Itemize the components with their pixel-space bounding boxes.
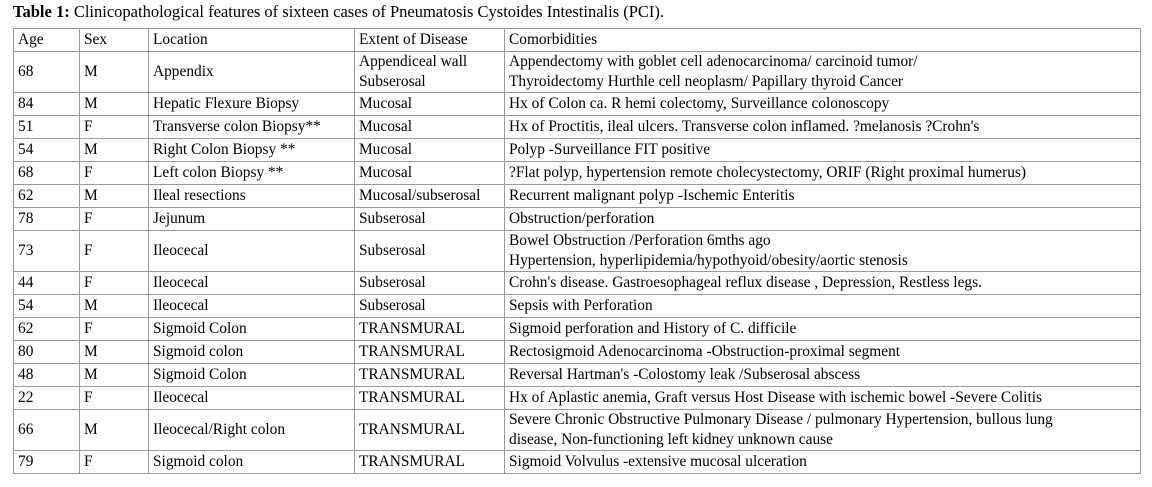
cell-comorbidities-line: Sepsis with Perforation	[509, 297, 653, 314]
table-header-row	[14, 29, 1141, 52]
header-sex: Sex	[80, 29, 149, 52]
cell-sex: M	[80, 410, 149, 451]
cell-location: Sigmoid Colon	[149, 318, 355, 341]
cell-location: Jejunum	[149, 208, 355, 231]
cell-location: Ileal resections	[149, 185, 355, 208]
cell-comorbidities	[505, 162, 1141, 185]
cell-sex: M	[80, 185, 149, 208]
cell-extent-line: Subserosal	[359, 297, 426, 314]
table-row	[14, 52, 1141, 93]
cell-age: 54	[14, 139, 80, 162]
cell-comorbidities	[505, 52, 1141, 93]
cell-extent	[355, 341, 505, 364]
cell-sex: M	[80, 295, 149, 318]
cell-location: Sigmoid colon	[149, 341, 355, 364]
cell-comorbidities	[505, 364, 1141, 387]
cell-sex: F	[80, 162, 149, 185]
cell-extent	[355, 208, 505, 231]
header-extent-of-disease: Extent of Disease	[355, 29, 505, 52]
cell-comorbidities	[505, 318, 1141, 341]
cell-sex: M	[80, 93, 149, 116]
cell-extent	[355, 93, 505, 116]
cell-comorbidities-line: Hypertension, hyperlipidemia/hypothyoid/obesity/aortic stenosis	[509, 252, 908, 269]
cell-extent	[355, 364, 505, 387]
cell-sex: F	[80, 272, 149, 295]
cell-comorbidities-line: Reversal Hartman's -Colostomy leak /Subserosal abscess	[509, 366, 861, 383]
cell-age: 62	[14, 185, 80, 208]
table-caption	[13, 2, 664, 22]
table-row	[14, 208, 1141, 231]
cell-age: 22	[14, 387, 80, 410]
cell-age: 80	[14, 341, 80, 364]
cell-comorbidities	[505, 139, 1141, 162]
cell-sex: F	[80, 231, 149, 272]
cell-location: Ileocecal	[149, 272, 355, 295]
cell-extent	[355, 318, 505, 341]
cell-comorbidities-line: Appendectomy with goblet cell adenocarcinoma/ carcinoid tumor/	[509, 53, 918, 70]
cell-comorbidities-line: Crohn's disease. Gastroesophageal reflux disease , Depression, Restless legs.	[509, 274, 982, 291]
cell-comorbidities-line: Severe Chronic Obstructive Pulmonary Disease / pulmonary Hypertension, bullous lung	[509, 411, 1053, 428]
cell-sex: F	[80, 208, 149, 231]
cell-location: Ileocecal/Right colon	[149, 410, 355, 451]
table-row	[14, 341, 1141, 364]
cell-extent-line: Appendiceal wall	[359, 53, 468, 70]
cell-extent	[355, 116, 505, 139]
cell-comorbidities-line: Recurrent malignant polyp -Ischemic Enteritis	[509, 187, 795, 204]
table-row	[14, 410, 1141, 451]
table-row	[14, 231, 1141, 272]
cell-age: 51	[14, 116, 80, 139]
cell-extent	[355, 185, 505, 208]
cell-age: 44	[14, 272, 80, 295]
cell-extent-line: Mucosal	[359, 118, 413, 135]
cell-comorbidities-line: Hx of Colon ca. R hemi colectomy, Surveillance colonoscopy	[509, 95, 890, 112]
cell-comorbidities-line: Obstruction/perforation	[509, 210, 655, 227]
cell-extent-line: TRANSMURAL	[359, 389, 466, 406]
cell-age: 79	[14, 451, 80, 474]
cell-location: Sigmoid Colon	[149, 364, 355, 387]
cell-age: 68	[14, 52, 80, 93]
cell-comorbidities-line: Hx of Aplastic anemia, Graft versus Host Disease with ischemic bowel -Severe Colitis	[509, 389, 1042, 406]
cell-extent	[355, 387, 505, 410]
cell-comorbidities-line: Hx of Proctitis, ileal ulcers. Transverse colon inflamed. ?melanosis ?Crohn's	[509, 118, 980, 135]
cell-extent-line: TRANSMURAL	[359, 343, 466, 360]
cell-age: 84	[14, 93, 80, 116]
cell-extent	[355, 139, 505, 162]
header-location: Location	[149, 29, 355, 52]
cell-extent	[355, 410, 505, 451]
cell-sex: M	[80, 52, 149, 93]
table-row	[14, 139, 1141, 162]
cell-extent	[355, 231, 505, 272]
cell-extent-line: Subserosal	[359, 210, 426, 227]
table-body	[14, 52, 1141, 474]
cell-location: Hepatic Flexure Biopsy	[149, 93, 355, 116]
cell-extent-line: Mucosal	[359, 164, 413, 181]
cell-comorbidities	[505, 387, 1141, 410]
cell-extent-line: Subserosal	[359, 274, 426, 291]
cell-location: Sigmoid colon	[149, 451, 355, 474]
table-row	[14, 116, 1141, 139]
cell-age: 68	[14, 162, 80, 185]
caption-label: Table 1:	[13, 2, 70, 21]
cell-sex: F	[80, 318, 149, 341]
cell-age: 66	[14, 410, 80, 451]
cell-age: 78	[14, 208, 80, 231]
cell-comorbidities	[505, 451, 1141, 474]
cell-extent-line: TRANSMURAL	[359, 366, 466, 383]
cell-age: 62	[14, 318, 80, 341]
cell-extent	[355, 52, 505, 93]
cell-comorbidities-line: Sigmoid perforation and History of C. difficile	[509, 320, 797, 337]
cell-sex: M	[80, 341, 149, 364]
cell-age: 54	[14, 295, 80, 318]
cell-extent-line: Mucosal	[359, 95, 413, 112]
cell-extent-line: Subserosal	[359, 242, 426, 259]
table-row	[14, 387, 1141, 410]
cell-age: 48	[14, 364, 80, 387]
cell-sex: M	[80, 139, 149, 162]
cell-location: Ileocecal	[149, 231, 355, 272]
cell-extent-line: Mucosal/subserosal	[359, 187, 481, 204]
table-row	[14, 364, 1141, 387]
cell-comorbidities	[505, 410, 1141, 451]
cell-extent-line: TRANSMURAL	[359, 421, 466, 438]
cell-age: 73	[14, 231, 80, 272]
header-comorbidities: Comorbidities	[505, 29, 1141, 52]
header-age: Age	[14, 29, 80, 52]
cell-extent	[355, 162, 505, 185]
cell-comorbidities-line: Bowel Obstruction /Perforation 6mths ago	[509, 232, 771, 249]
table-row	[14, 318, 1141, 341]
cell-comorbidities	[505, 93, 1141, 116]
table-row	[14, 93, 1141, 116]
cell-comorbidities-line: Rectosigmoid Adenocarcinoma -Obstruction-proximal segment	[509, 343, 901, 360]
cell-extent-line: TRANSMURAL	[359, 320, 466, 337]
cell-comorbidities	[505, 185, 1141, 208]
cell-sex: F	[80, 387, 149, 410]
table-row	[14, 451, 1141, 474]
cell-comorbidities	[505, 208, 1141, 231]
caption-text: Clinicopathological features of sixteen cases of Pneumatosis Cystoides Intestinalis (PCI).	[69, 2, 665, 21]
cell-comorbidities-line: ?Flat polyp, hypertension remote cholecystectomy, ORIF (Right proximal humerus)	[509, 164, 1027, 181]
cell-extent	[355, 295, 505, 318]
table-row	[14, 162, 1141, 185]
cell-comorbidities-line: Sigmoid Volvulus -extensive mucosal ulceration	[509, 453, 807, 470]
cell-location: Appendix	[149, 52, 355, 93]
cell-sex: F	[80, 451, 149, 474]
table-row	[14, 295, 1141, 318]
cell-comorbidities	[505, 295, 1141, 318]
table-row	[14, 185, 1141, 208]
cell-location: Ileocecal	[149, 295, 355, 318]
cell-extent-line: Mucosal	[359, 141, 413, 158]
cell-sex: M	[80, 364, 149, 387]
cell-extent-line: Subserosal	[359, 73, 426, 90]
clinicopathological-table	[13, 28, 1141, 474]
cell-comorbidities-line: Thyroidectomy Hurthle cell neoplasm/ Papillary thyroid Cancer	[509, 73, 904, 90]
cell-location: Left colon Biopsy **	[149, 162, 355, 185]
cell-extent	[355, 451, 505, 474]
cell-sex: F	[80, 116, 149, 139]
cell-comorbidities	[505, 231, 1141, 272]
cell-comorbidities	[505, 116, 1141, 139]
cell-location: Transverse colon Biopsy**	[149, 116, 355, 139]
cell-comorbidities	[505, 341, 1141, 364]
table-row	[14, 272, 1141, 295]
cell-extent	[355, 272, 505, 295]
cell-extent-line: TRANSMURAL	[359, 453, 466, 470]
cell-comorbidities-line: disease, Non-functioning left kidney unknown cause	[509, 431, 833, 448]
cell-comorbidities-line: Polyp -Surveillance FIT positive	[509, 141, 711, 158]
cell-location: Ileocecal	[149, 387, 355, 410]
cell-location: Right Colon Biopsy **	[149, 139, 355, 162]
cell-comorbidities	[505, 272, 1141, 295]
